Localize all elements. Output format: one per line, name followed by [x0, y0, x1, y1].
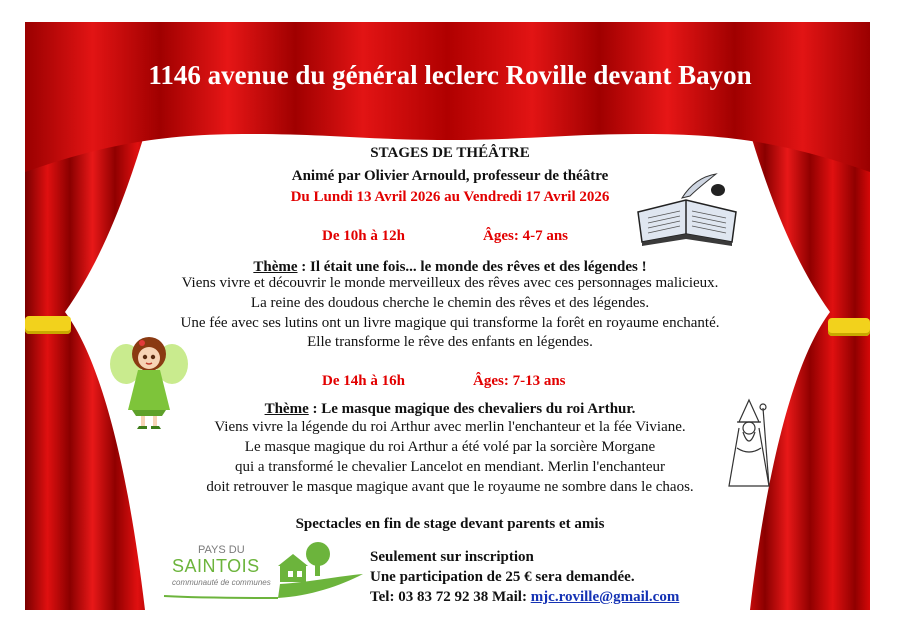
email-link[interactable]: mjc.roville@gmail.com	[530, 589, 680, 605]
logo-line2: SAINTOIS	[172, 556, 260, 576]
session2-ages: Âges: 7-13 ans	[473, 373, 566, 389]
stage-title: STAGES DE THÉÂTRE	[370, 145, 530, 161]
animator-line: Animé par Olivier Arnould, professeur de théâtre	[291, 168, 609, 184]
fee-line: Une participation de 25 € sera demandée.	[370, 569, 635, 585]
session1-theme-title: Il était une fois... le monde des rêves et des légendes !	[310, 259, 647, 275]
session1-theme	[0, 259, 900, 276]
phone-text: Tel: 03 83 72 92 38 Mail:	[370, 589, 531, 605]
session2-theme-sep: :	[308, 401, 322, 417]
session2-line: qui a transformé le chevalier Lancelot en mendiant. Merlin l'enchanteur	[234, 459, 666, 475]
session1-line: Elle transforme le rêve des enfants en légendes.	[307, 334, 593, 350]
logo-line1: PAYS DU	[198, 544, 245, 556]
session2-theme-label: Thème	[264, 401, 309, 417]
session1-line: Viens vivre et découvrir le monde merveilleux des rêves avec ces personnages malicieux.	[181, 275, 719, 291]
session1-line: La reine des doudous cherche le chemin des rêves et des légendes.	[250, 295, 650, 311]
session2-time: De 14h à 16h	[322, 373, 405, 389]
session2-theme	[0, 401, 900, 418]
logo-line3: communauté de communes	[172, 578, 271, 587]
session2-line: Viens vivre la légende du roi Arthur avec merlin l'enchanteur et la fée Viviane.	[214, 419, 686, 435]
registration-line: Seulement sur inscription	[370, 549, 534, 565]
address-title: 1146 avenue du général leclerc Roville devant Bayon	[148, 60, 752, 90]
session1-ages: Âges: 4-7 ans	[483, 228, 568, 244]
session2-line: Le masque magique du roi Arthur a été volé par la sorcière Morgane	[244, 439, 656, 455]
contact-line	[370, 589, 679, 606]
session1-time: De 10h à 12h	[322, 228, 405, 244]
closing-line: Spectacles en fin de stage devant parents et amis	[295, 516, 605, 532]
dates-line: Du Lundi 13 Avril 2026 au Vendredi 17 Avril 2026	[290, 189, 610, 205]
session2-theme-title: Le masque magique des chevaliers du roi Arthur.	[321, 401, 636, 417]
session2-line: doit retrouver le masque magique avant que le royaume ne sombre dans le chaos.	[206, 479, 694, 495]
session1-line: Une fée avec ses lutins ont un livre magique qui transforme la forêt en royaume enchanté.	[180, 315, 720, 331]
session1-theme-sep: :	[297, 259, 311, 275]
session1-theme-label: Thème	[253, 259, 298, 275]
